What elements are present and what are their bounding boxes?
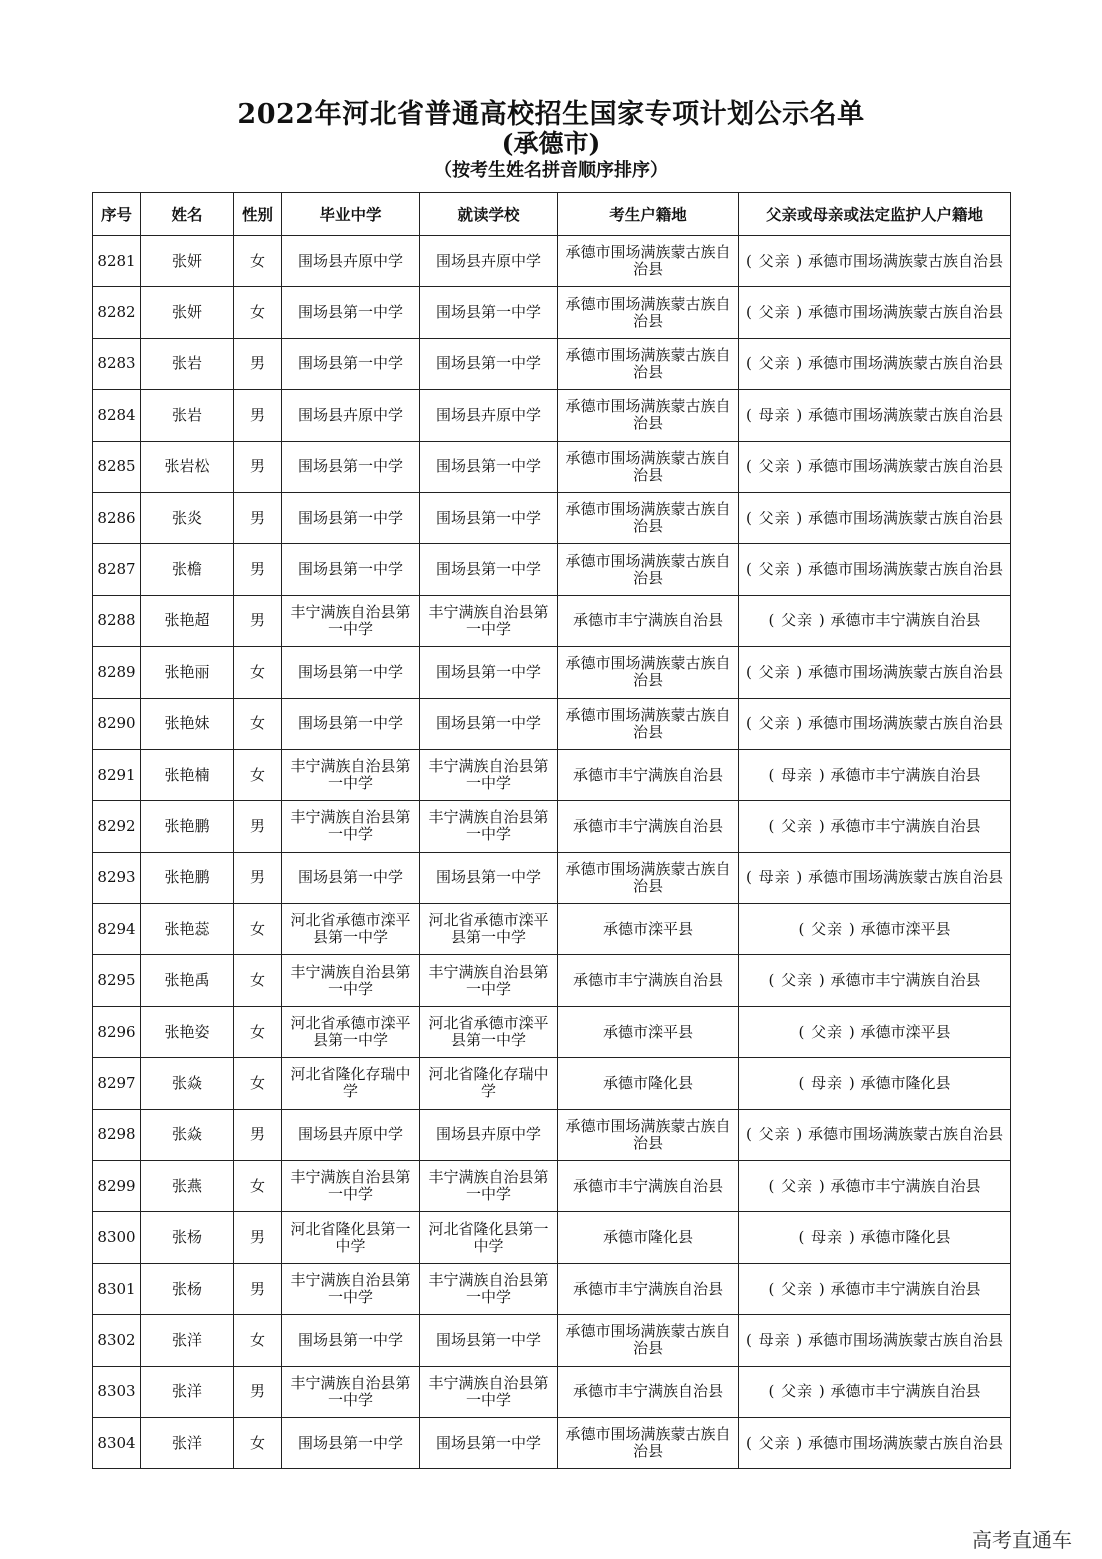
table-row xyxy=(93,595,1011,646)
cell-seq: 8288 xyxy=(93,595,141,646)
guardian-location: 承德市围场满族蒙古族自治县 xyxy=(808,1433,1004,1452)
cell-seq: 8284 xyxy=(93,390,141,441)
header-guardian-hukou: 父亲或母亲或法定监护人户籍地 xyxy=(739,193,1011,236)
cell-study-school: 丰宁满族自治县第一中学 xyxy=(420,1161,558,1212)
guardian-relation: ( 父亲 ) xyxy=(745,251,804,270)
cell-study-school: 围场县第一中学 xyxy=(420,338,558,389)
cell-name: 张洋 xyxy=(141,1315,234,1366)
header-name: 姓名 xyxy=(141,193,234,236)
cell-seq: 8283 xyxy=(93,338,141,389)
guardian-location: 承德市围场满族蒙古族自治县 xyxy=(808,1330,1004,1349)
cell-seq: 8291 xyxy=(93,749,141,800)
cell-guardian-hukou xyxy=(739,955,1011,1006)
watermark: 高考直通车 xyxy=(972,1528,1072,1552)
cell-gender: 女 xyxy=(234,1315,282,1366)
cell-grad-school: 围场县第一中学 xyxy=(282,1417,420,1468)
cell-gender: 男 xyxy=(234,801,282,852)
cell-name: 张艳超 xyxy=(141,595,234,646)
guardian-relation: ( 父亲 ) xyxy=(768,816,826,835)
cell-name: 张杨 xyxy=(141,1212,234,1263)
cell-study-school: 围场县第一中学 xyxy=(420,1315,558,1366)
guardian-relation: ( 父亲 ) xyxy=(768,971,826,990)
cell-seq: 8299 xyxy=(93,1161,141,1212)
cell-hukou: 承德市丰宁满族自治县 xyxy=(558,1263,739,1314)
cell-name: 张杨 xyxy=(141,1263,234,1314)
cell-grad-school: 河北省承德市滦平县第一中学 xyxy=(282,1006,420,1057)
table-row xyxy=(93,647,1011,698)
cell-seq: 8285 xyxy=(93,441,141,492)
guardian-relation: ( 父亲 ) xyxy=(768,1279,826,1298)
cell-gender: 女 xyxy=(234,955,282,1006)
cell-hukou: 承德市围场满族蒙古族自治县 xyxy=(558,441,739,492)
cell-grad-school: 围场县第一中学 xyxy=(282,287,420,338)
cell-name: 张艳姿 xyxy=(141,1006,234,1057)
cell-hukou: 承德市围场满族蒙古族自治县 xyxy=(558,544,739,595)
cell-gender: 女 xyxy=(234,904,282,955)
cell-guardian-hukou xyxy=(739,1417,1011,1468)
cell-guardian-hukou xyxy=(739,801,1011,852)
guardian-relation: ( 父亲 ) xyxy=(745,1433,804,1452)
cell-study-school: 河北省承德市滦平县第一中学 xyxy=(420,904,558,955)
cell-study-school: 围场县卉原中学 xyxy=(420,390,558,441)
cell-guardian-hukou xyxy=(739,852,1011,903)
cell-name: 张檐 xyxy=(141,544,234,595)
cell-seq: 8301 xyxy=(93,1263,141,1314)
cell-grad-school: 丰宁满族自治县第一中学 xyxy=(282,1366,420,1417)
table-header-row xyxy=(93,193,1011,236)
guardian-location: 承德市围场满族蒙古族自治县 xyxy=(808,714,1004,733)
cell-study-school: 围场县第一中学 xyxy=(420,698,558,749)
cell-guardian-hukou xyxy=(739,338,1011,389)
guardian-location: 承德市丰宁满族自治县 xyxy=(830,816,981,835)
cell-seq: 8282 xyxy=(93,287,141,338)
cell-guardian-hukou xyxy=(739,236,1011,287)
cell-study-school: 围场县第一中学 xyxy=(420,1417,558,1468)
guardian-relation: ( 父亲 ) xyxy=(798,1022,856,1041)
guardian-relation: ( 父亲 ) xyxy=(768,1176,826,1195)
cell-study-school: 丰宁满族自治县第一中学 xyxy=(420,1263,558,1314)
table-row xyxy=(93,955,1011,1006)
table-row xyxy=(93,236,1011,287)
cell-hukou: 承德市丰宁满族自治县 xyxy=(558,801,739,852)
header-grad-school: 毕业中学 xyxy=(282,193,420,236)
cell-hukou: 承德市围场满族蒙古族自治县 xyxy=(558,647,739,698)
cell-guardian-hukou xyxy=(739,390,1011,441)
cell-gender: 男 xyxy=(234,1109,282,1160)
guardian-relation: ( 母亲 ) xyxy=(745,1330,804,1349)
guardian-location: 承德市丰宁满族自治县 xyxy=(830,1382,981,1401)
cell-name: 张岩 xyxy=(141,338,234,389)
cell-name: 张岩 xyxy=(141,390,234,441)
cell-name: 张妍 xyxy=(141,236,234,287)
cell-study-school: 围场县卉原中学 xyxy=(420,236,558,287)
cell-hukou: 承德市丰宁满族自治县 xyxy=(558,1161,739,1212)
guardian-relation: ( 父亲 ) xyxy=(768,1382,826,1401)
cell-gender: 男 xyxy=(234,852,282,903)
guardian-location: 承德市围场满族蒙古族自治县 xyxy=(808,354,1004,373)
cell-guardian-hukou xyxy=(739,441,1011,492)
header-study-school: 就读学校 xyxy=(420,193,558,236)
cell-grad-school: 围场县第一中学 xyxy=(282,338,420,389)
cell-study-school: 围场县第一中学 xyxy=(420,647,558,698)
cell-gender: 女 xyxy=(234,647,282,698)
cell-guardian-hukou xyxy=(739,1315,1011,1366)
cell-seq: 8300 xyxy=(93,1212,141,1263)
cell-study-school: 丰宁满族自治县第一中学 xyxy=(420,801,558,852)
cell-hukou: 承德市隆化县 xyxy=(558,1212,739,1263)
cell-grad-school: 围场县卉原中学 xyxy=(282,390,420,441)
cell-name: 张岩松 xyxy=(141,441,234,492)
table-body xyxy=(93,236,1011,1469)
guardian-relation: ( 母亲 ) xyxy=(768,765,826,784)
guardian-relation: ( 父亲 ) xyxy=(745,1125,804,1144)
cell-grad-school: 围场县第一中学 xyxy=(282,492,420,543)
guardian-location: 承德市丰宁满族自治县 xyxy=(830,971,981,990)
cell-seq: 8281 xyxy=(93,236,141,287)
cell-guardian-hukou xyxy=(739,904,1011,955)
guardian-relation: ( 父亲 ) xyxy=(745,714,804,733)
cell-gender: 男 xyxy=(234,441,282,492)
header-seq: 序号 xyxy=(93,193,141,236)
table-row xyxy=(93,1263,1011,1314)
table-row xyxy=(93,749,1011,800)
cell-grad-school: 丰宁满族自治县第一中学 xyxy=(282,1263,420,1314)
cell-guardian-hukou xyxy=(739,595,1011,646)
cell-gender: 男 xyxy=(234,390,282,441)
cell-hukou: 承德市围场满族蒙古族自治县 xyxy=(558,338,739,389)
cell-gender: 男 xyxy=(234,595,282,646)
cell-study-school: 丰宁满族自治县第一中学 xyxy=(420,595,558,646)
cell-guardian-hukou xyxy=(739,1161,1011,1212)
guardian-relation: ( 母亲 ) xyxy=(745,868,804,887)
cell-grad-school: 围场县第一中学 xyxy=(282,852,420,903)
cell-grad-school: 围场县卉原中学 xyxy=(282,1109,420,1160)
cell-seq: 8297 xyxy=(93,1058,141,1109)
cell-grad-school: 围场县第一中学 xyxy=(282,544,420,595)
guardian-relation: ( 母亲 ) xyxy=(798,1073,856,1092)
cell-name: 张艳鹏 xyxy=(141,852,234,903)
cell-name: 张焱 xyxy=(141,1109,234,1160)
guardian-relation: ( 父亲 ) xyxy=(745,457,804,476)
cell-guardian-hukou xyxy=(739,698,1011,749)
cell-gender: 女 xyxy=(234,287,282,338)
cell-seq: 8303 xyxy=(93,1366,141,1417)
cell-grad-school: 丰宁满族自治县第一中学 xyxy=(282,595,420,646)
table-row xyxy=(93,852,1011,903)
cell-study-school: 河北省承德市滦平县第一中学 xyxy=(420,1006,558,1057)
cell-guardian-hukou xyxy=(739,647,1011,698)
cell-hukou: 承德市隆化县 xyxy=(558,1058,739,1109)
cell-name: 张艳妹 xyxy=(141,698,234,749)
cell-study-school: 丰宁满族自治县第一中学 xyxy=(420,955,558,1006)
guardian-location: 承德市围场满族蒙古族自治县 xyxy=(808,662,1004,681)
table-row xyxy=(93,1006,1011,1057)
table-row xyxy=(93,338,1011,389)
cell-gender: 女 xyxy=(234,749,282,800)
table-row xyxy=(93,492,1011,543)
cell-gender: 女 xyxy=(234,236,282,287)
cell-gender: 女 xyxy=(234,1058,282,1109)
cell-hukou: 承德市围场满族蒙古族自治县 xyxy=(558,1417,739,1468)
guardian-location: 承德市丰宁满族自治县 xyxy=(830,1279,981,1298)
cell-seq: 8298 xyxy=(93,1109,141,1160)
cell-gender: 男 xyxy=(234,544,282,595)
cell-grad-school: 丰宁满族自治县第一中学 xyxy=(282,1161,420,1212)
cell-hukou: 承德市滦平县 xyxy=(558,1006,739,1057)
cell-name: 张焱 xyxy=(141,1058,234,1109)
cell-hukou: 承德市丰宁满族自治县 xyxy=(558,749,739,800)
guardian-location: 承德市丰宁满族自治县 xyxy=(830,1176,981,1195)
table-row xyxy=(93,1417,1011,1468)
sort-note: （按考生姓名拼音顺序排序） xyxy=(434,160,668,181)
cell-seq: 8294 xyxy=(93,904,141,955)
cell-gender: 男 xyxy=(234,338,282,389)
guardian-location: 承德市围场满族蒙古族自治县 xyxy=(808,303,1004,322)
guardian-relation: ( 父亲 ) xyxy=(798,919,856,938)
cell-name: 张艳丽 xyxy=(141,647,234,698)
cell-grad-school: 围场县第一中学 xyxy=(282,441,420,492)
cell-name: 张艳蕊 xyxy=(141,904,234,955)
table-row xyxy=(93,1161,1011,1212)
table-row xyxy=(93,698,1011,749)
cell-guardian-hukou xyxy=(739,1212,1011,1263)
cell-guardian-hukou xyxy=(739,287,1011,338)
cell-hukou: 承德市围场满族蒙古族自治县 xyxy=(558,492,739,543)
cell-seq: 8296 xyxy=(93,1006,141,1057)
guardian-relation: ( 父亲 ) xyxy=(745,303,804,322)
guardian-location: 承德市丰宁满族自治县 xyxy=(830,765,981,784)
cell-seq: 8295 xyxy=(93,955,141,1006)
cell-seq: 8290 xyxy=(93,698,141,749)
cell-study-school: 围场县第一中学 xyxy=(420,492,558,543)
cell-seq: 8292 xyxy=(93,801,141,852)
cell-seq: 8302 xyxy=(93,1315,141,1366)
guardian-relation: ( 父亲 ) xyxy=(745,560,804,579)
cell-guardian-hukou xyxy=(739,544,1011,595)
cell-guardian-hukou xyxy=(739,1006,1011,1057)
cell-gender: 女 xyxy=(234,1161,282,1212)
guardian-location: 承德市丰宁满族自治县 xyxy=(830,611,981,630)
cell-hukou: 承德市丰宁满族自治县 xyxy=(558,595,739,646)
cell-name: 张妍 xyxy=(141,287,234,338)
cell-grad-school: 河北省隆化县第一中学 xyxy=(282,1212,420,1263)
cell-study-school: 河北省隆化存瑞中学 xyxy=(420,1058,558,1109)
cell-hukou: 承德市围场满族蒙古族自治县 xyxy=(558,852,739,903)
cell-hukou: 承德市围场满族蒙古族自治县 xyxy=(558,236,739,287)
cell-study-school: 围场县卉原中学 xyxy=(420,1109,558,1160)
guardian-relation: ( 父亲 ) xyxy=(745,354,804,373)
cell-seq: 8293 xyxy=(93,852,141,903)
guardian-relation: ( 母亲 ) xyxy=(745,405,804,424)
cell-hukou: 承德市围场满族蒙古族自治县 xyxy=(558,390,739,441)
cell-gender: 男 xyxy=(234,1263,282,1314)
cell-study-school: 围场县第一中学 xyxy=(420,287,558,338)
table-row xyxy=(93,1315,1011,1366)
table-row xyxy=(93,1366,1011,1417)
cell-guardian-hukou xyxy=(739,1058,1011,1109)
table-row xyxy=(93,544,1011,595)
cell-hukou: 承德市滦平县 xyxy=(558,904,739,955)
guardian-relation: ( 母亲 ) xyxy=(798,1228,856,1247)
guardian-relation: ( 父亲 ) xyxy=(768,611,826,630)
guardian-location: 承德市围场满族蒙古族自治县 xyxy=(808,868,1004,887)
cell-hukou: 承德市围场满族蒙古族自治县 xyxy=(558,1315,739,1366)
guardian-location: 承德市围场满族蒙古族自治县 xyxy=(808,1125,1004,1144)
table-row xyxy=(93,904,1011,955)
cell-name: 张洋 xyxy=(141,1366,234,1417)
cell-grad-school: 围场县卉原中学 xyxy=(282,236,420,287)
cell-study-school: 丰宁满族自治县第一中学 xyxy=(420,749,558,800)
cell-hukou: 承德市围场满族蒙古族自治县 xyxy=(558,698,739,749)
table-row xyxy=(93,1109,1011,1160)
cell-study-school: 河北省隆化县第一中学 xyxy=(420,1212,558,1263)
guardian-location: 承德市隆化县 xyxy=(860,1073,951,1092)
cell-gender: 男 xyxy=(234,1366,282,1417)
cell-seq: 8287 xyxy=(93,544,141,595)
guardian-location: 承德市围场满族蒙古族自治县 xyxy=(808,457,1004,476)
cell-guardian-hukou xyxy=(739,1109,1011,1160)
roster-table xyxy=(92,192,1011,1469)
cell-grad-school: 围场县第一中学 xyxy=(282,1315,420,1366)
page-title: 2022年河北省普通高校招生国家专项计划公示名单 xyxy=(237,99,865,130)
guardian-location: 承德市围场满族蒙古族自治县 xyxy=(808,560,1004,579)
cell-name: 张炎 xyxy=(141,492,234,543)
table-row xyxy=(93,801,1011,852)
cell-guardian-hukou xyxy=(739,1366,1011,1417)
page-subtitle: (承德市) xyxy=(501,129,601,158)
cell-gender: 男 xyxy=(234,1212,282,1263)
guardian-relation: ( 父亲 ) xyxy=(745,662,804,681)
guardian-location: 承德市围场满族蒙古族自治县 xyxy=(808,251,1004,270)
cell-seq: 8286 xyxy=(93,492,141,543)
cell-hukou: 承德市丰宁满族自治县 xyxy=(558,955,739,1006)
guardian-location: 承德市隆化县 xyxy=(860,1228,951,1247)
cell-grad-school: 丰宁满族自治县第一中学 xyxy=(282,955,420,1006)
cell-hukou: 承德市围场满族蒙古族自治县 xyxy=(558,1109,739,1160)
cell-name: 张艳禹 xyxy=(141,955,234,1006)
cell-study-school: 丰宁满族自治县第一中学 xyxy=(420,1366,558,1417)
table-row xyxy=(93,390,1011,441)
cell-grad-school: 丰宁满族自治县第一中学 xyxy=(282,801,420,852)
cell-hukou: 承德市丰宁满族自治县 xyxy=(558,1366,739,1417)
cell-seq: 8289 xyxy=(93,647,141,698)
cell-hukou: 承德市围场满族蒙古族自治县 xyxy=(558,287,739,338)
table-row xyxy=(93,287,1011,338)
cell-study-school: 围场县第一中学 xyxy=(420,852,558,903)
cell-grad-school: 河北省承德市滦平县第一中学 xyxy=(282,904,420,955)
cell-grad-school: 河北省隆化存瑞中学 xyxy=(282,1058,420,1109)
cell-guardian-hukou xyxy=(739,749,1011,800)
cell-guardian-hukou xyxy=(739,1263,1011,1314)
cell-study-school: 围场县第一中学 xyxy=(420,544,558,595)
cell-grad-school: 丰宁满族自治县第一中学 xyxy=(282,749,420,800)
cell-name: 张燕 xyxy=(141,1161,234,1212)
table-row xyxy=(93,1212,1011,1263)
cell-name: 张艳楠 xyxy=(141,749,234,800)
guardian-location: 承德市滦平县 xyxy=(860,1022,951,1041)
guardian-location: 承德市围场满族蒙古族自治县 xyxy=(808,508,1004,527)
cell-study-school: 围场县第一中学 xyxy=(420,441,558,492)
guardian-relation: ( 父亲 ) xyxy=(745,508,804,527)
cell-gender: 男 xyxy=(234,492,282,543)
table-row xyxy=(93,441,1011,492)
cell-grad-school: 围场县第一中学 xyxy=(282,647,420,698)
cell-name: 张洋 xyxy=(141,1417,234,1468)
cell-gender: 女 xyxy=(234,1006,282,1057)
header-hukou: 考生户籍地 xyxy=(558,193,739,236)
cell-seq: 8304 xyxy=(93,1417,141,1468)
cell-gender: 女 xyxy=(234,698,282,749)
cell-name: 张艳鹏 xyxy=(141,801,234,852)
cell-guardian-hukou xyxy=(739,492,1011,543)
cell-grad-school: 围场县第一中学 xyxy=(282,698,420,749)
cell-gender: 女 xyxy=(234,1417,282,1468)
header-gender: 性别 xyxy=(234,193,282,236)
guardian-location: 承德市围场满族蒙古族自治县 xyxy=(808,405,1004,424)
table-row xyxy=(93,1058,1011,1109)
guardian-location: 承德市滦平县 xyxy=(860,919,951,938)
